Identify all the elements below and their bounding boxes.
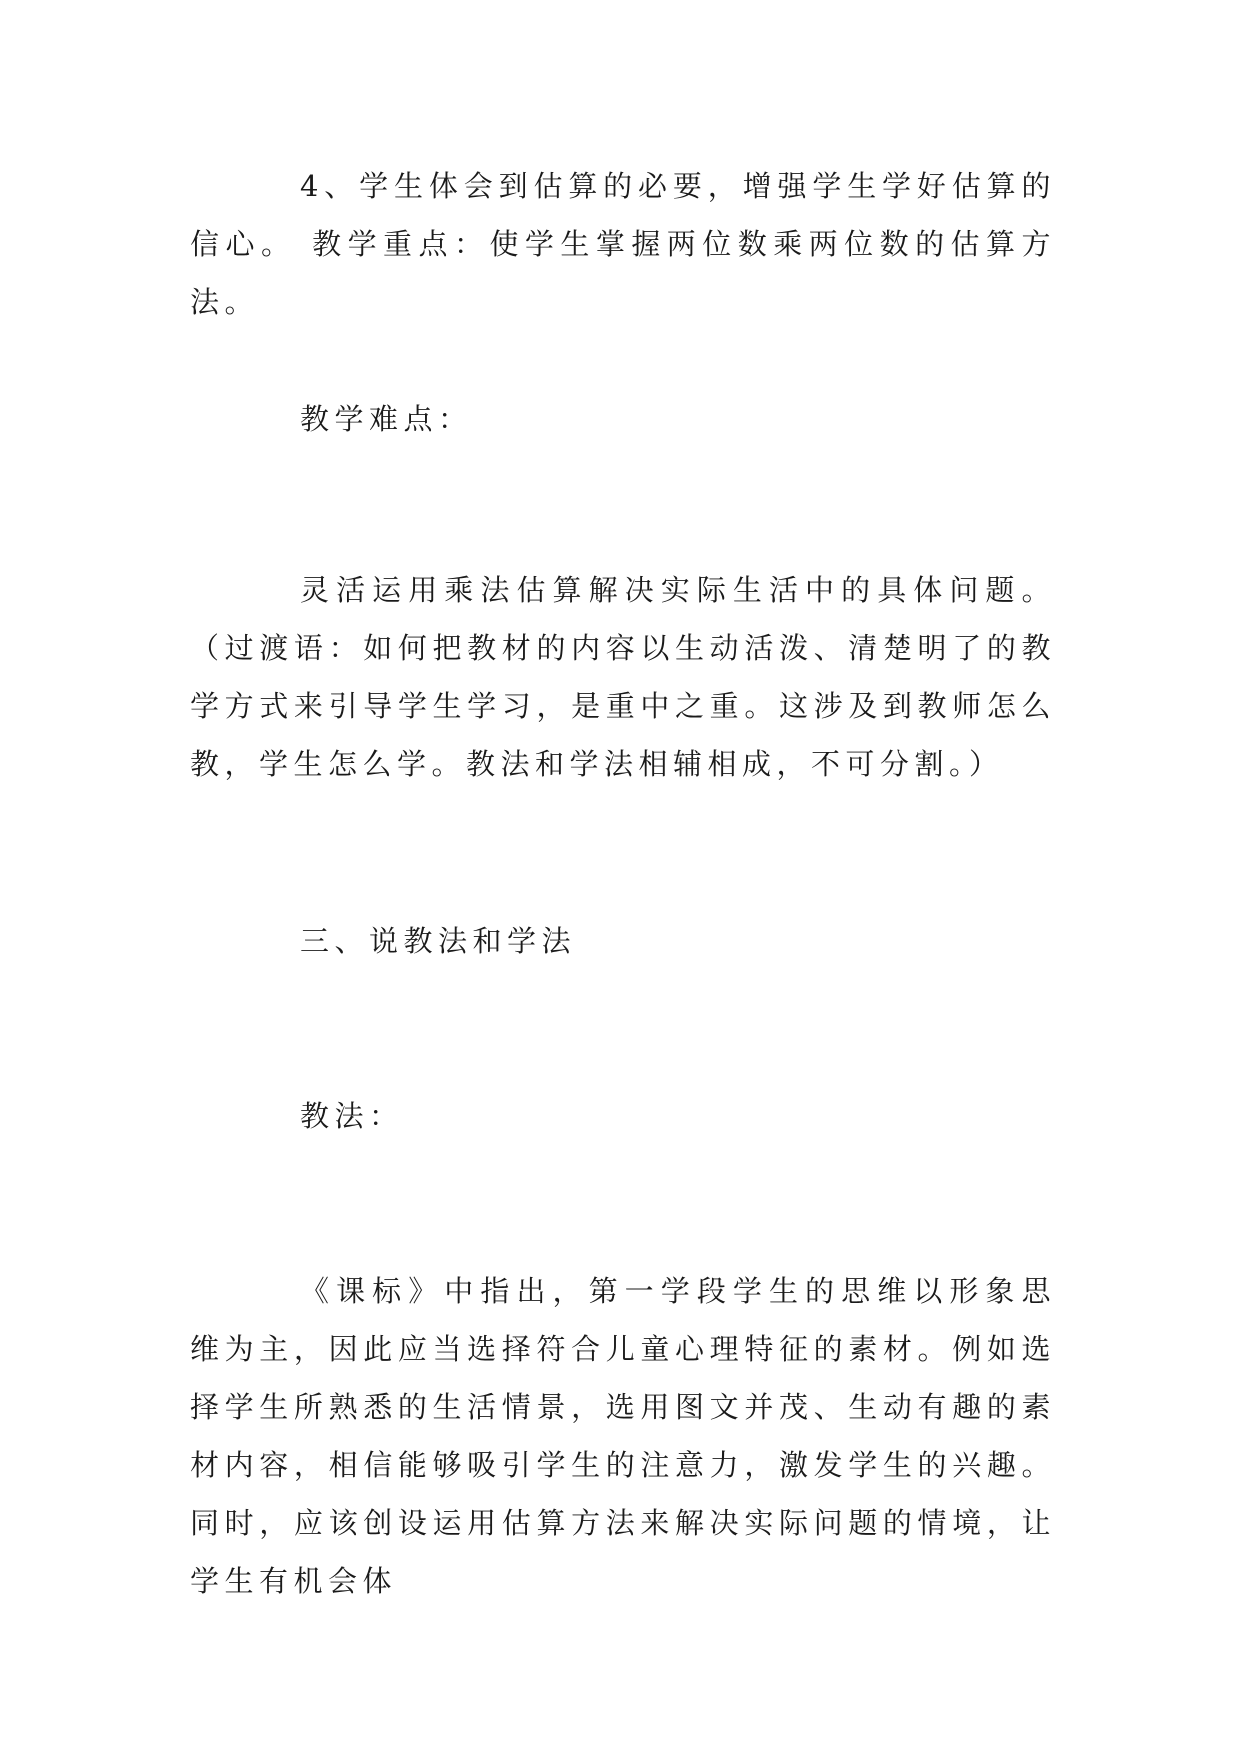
paragraph-objective-4: 4、学生体会到估算的必要，增强学生学好估算的信心。 教学重点：使学生掌握两位数乘两位数的估算方法。 [190, 169, 1056, 319]
heading-teaching-method: 教法： [300, 1099, 404, 1133]
paragraph-method-detail: 《课标》中指出，第一学段学生的思维以形象思维为主，因此应当选择符合儿童心理特征的素材。例如选择学生所熟悉的生活情景，选用图文并茂、生动有趣的素材内容，相信能够吸引学生的注意力，激发学生的兴趣。同时，应该创设运用估算方法来解决实际问题的情境，让学生有机会体 [190, 1274, 1056, 1598]
heading-section-three: 三、说教法和学法 [300, 924, 577, 958]
heading-teaching-difficulty: 教学难点： [300, 402, 473, 436]
paragraph-difficulty-detail: 灵活运用乘法估算解决实际生活中的具体问题。（过渡语：如何把教材的内容以生动活泼、清楚明了的教学方式来引导学生学习，是重中之重。这涉及到教师怎么教，学生怎么学。教法和学法相辅相成，不可分割。） [190, 573, 1056, 781]
